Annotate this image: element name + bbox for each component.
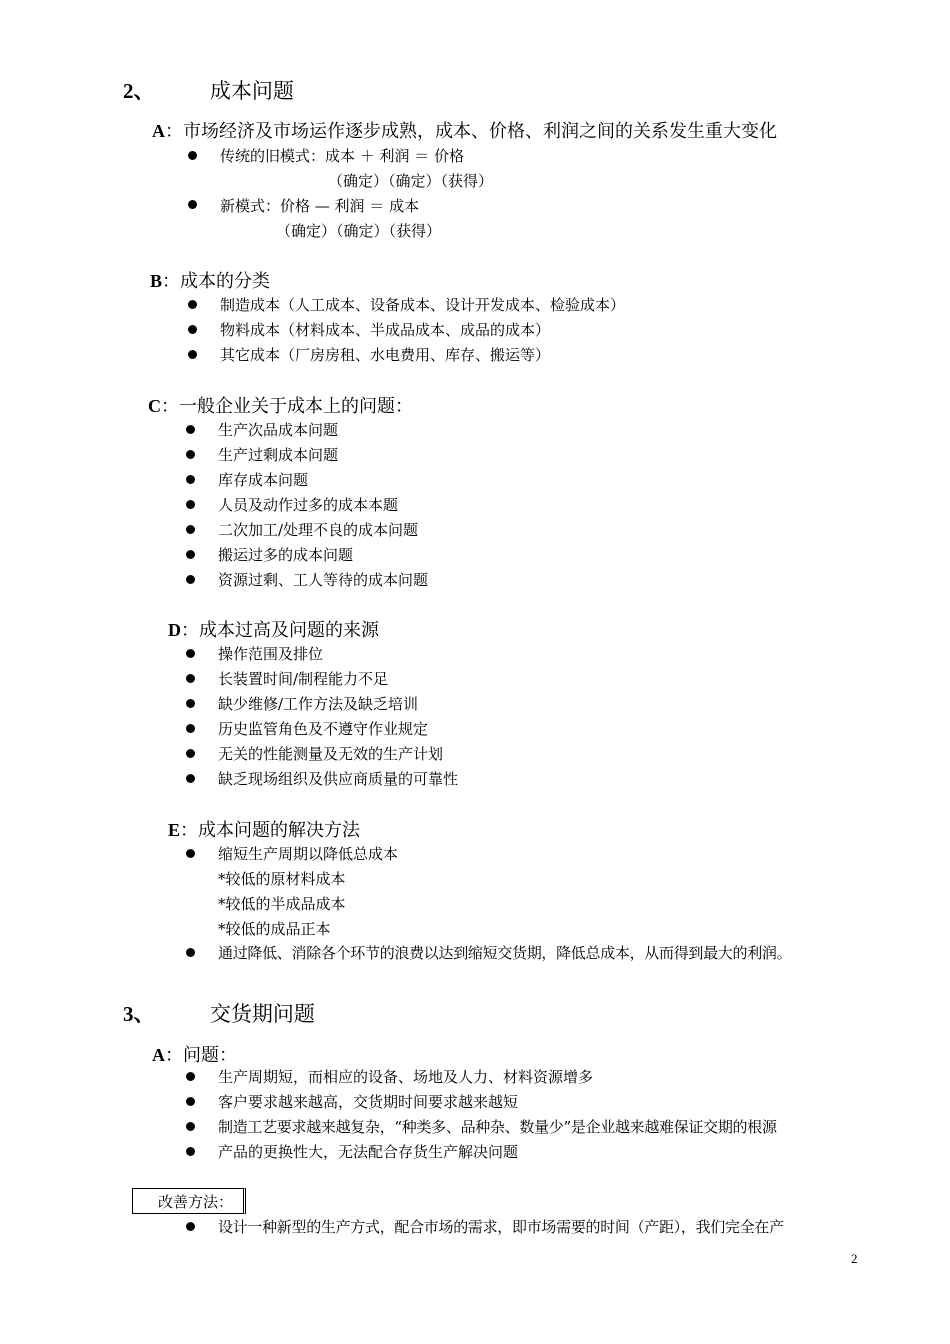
list-item: 缺少维修/工作方法及缺乏培训 xyxy=(218,695,419,713)
list-item: 设计一种新型的生产方式，配合市场的需求，即市场需要的时间（产距），我们完全在产 xyxy=(218,1218,784,1236)
subsection-letter: D xyxy=(168,620,181,640)
subsection-text: ：成本的分类 xyxy=(162,271,271,292)
bullet-icon xyxy=(186,849,195,858)
sub-list-item: *较低的半成品成本 xyxy=(218,895,346,913)
sub-list-item: *较低的原材料成本 xyxy=(218,870,346,888)
subsection-text: ：问题： xyxy=(165,1045,237,1066)
subsection-letter: B xyxy=(150,271,163,291)
list-item: 库存成本问题 xyxy=(218,471,309,489)
subsection-letter: C xyxy=(148,396,161,416)
list-item: 二次加工/处理不良的成本问题 xyxy=(218,521,419,539)
list-item: 通过降低、消除各个环节的浪费以达到缩短交货期，降低总成本，从而得到最大的利润。 xyxy=(218,944,792,962)
list-item: 物料成本（材料成本、半成品成本、成品的成本） xyxy=(220,321,551,339)
bullet-icon xyxy=(186,1222,195,1231)
bullet-icon xyxy=(186,575,195,584)
section-2-number: 2、 xyxy=(123,79,155,103)
bullet-icon xyxy=(186,550,195,559)
subsection-letter: A xyxy=(152,1045,165,1065)
bullet-icon xyxy=(186,425,195,434)
bullet-icon xyxy=(186,948,195,957)
bullet-icon xyxy=(186,774,195,783)
list-item: 制造工艺要求越来越复杂，“种类多、品种杂、数量少”是企业越来越难保证交期的根源 xyxy=(218,1118,777,1136)
subsection-2c-heading xyxy=(148,392,413,418)
list-item: 长装置时间/制程能力不足 xyxy=(218,670,389,688)
bullet-icon xyxy=(186,525,195,534)
subsection-text: ：市场经济及市场运作逐步成熟，成本、价格、利润之间的关系发生重大变化 xyxy=(165,121,777,142)
list-item: 生产周期短，而相应的设备、场地及人力、材料资源增多 xyxy=(218,1068,594,1086)
bullet-icon xyxy=(186,699,195,708)
section-3-title: 交货期问题 xyxy=(209,1002,315,1026)
subsection-text: ：成本问题的解决方法 xyxy=(180,820,361,841)
bullet-icon xyxy=(186,724,195,733)
section-2-heading xyxy=(123,75,294,105)
bullet-icon xyxy=(186,1147,195,1156)
bullet-icon xyxy=(188,151,197,160)
section-3-heading xyxy=(123,998,315,1028)
section-2-title: 成本问题 xyxy=(209,79,294,103)
bullet-icon xyxy=(186,450,195,459)
list-item: 资源过剩、工人等待的成本问题 xyxy=(218,571,429,589)
list-item: 制造成本（人工成本、设备成本、设计开发成本、检验成本） xyxy=(220,296,626,314)
bullet-icon xyxy=(188,200,197,209)
bullet-icon xyxy=(188,300,197,309)
old-model-note: （确定）（确定）（获得） xyxy=(328,172,494,190)
list-item: 客户要求越来越高，交货期时间要求越来越短 xyxy=(218,1093,519,1111)
subsection-3a-heading xyxy=(152,1041,237,1067)
list-item: 缩短生产周期以降低总成本 xyxy=(218,845,399,863)
list-item: 其它成本（厂房房租、水电费用、库存、搬运等） xyxy=(220,346,551,364)
new-model-note: （确定）（确定）（获得） xyxy=(276,222,442,240)
bullet-icon xyxy=(186,1072,195,1081)
list-item: 人员及动作过多的成本本题 xyxy=(218,496,399,514)
bullet-icon xyxy=(186,475,195,484)
bullet-icon xyxy=(186,749,195,758)
sub-list-item: *较低的成品正本 xyxy=(218,920,331,938)
list-item: 生产过剩成本问题 xyxy=(218,446,339,464)
bullet-icon xyxy=(186,1122,195,1131)
bullet-icon xyxy=(188,325,197,334)
subsection-text: ：成本过高及问题的来源 xyxy=(181,620,379,641)
subsection-2a-heading xyxy=(152,117,777,143)
list-item: 操作范围及排位 xyxy=(218,645,324,663)
subsection-2e-heading xyxy=(168,816,360,842)
subsection-text: ：一般企业关于成本上的问题： xyxy=(161,396,413,417)
bullet-icon xyxy=(186,500,195,509)
list-item: 搬运过多的成本问题 xyxy=(218,546,354,564)
list-item: 缺乏现场组织及供应商质量的可靠性 xyxy=(218,770,459,788)
bullet-icon xyxy=(186,649,195,658)
bullet-icon xyxy=(186,674,195,683)
page-number: 2 xyxy=(851,1251,858,1266)
list-item: 无关的性能测量及无效的生产计划 xyxy=(218,745,444,763)
list-item: 生产次品成本问题 xyxy=(218,421,339,439)
improve-method-label: 改善方法： xyxy=(158,1193,234,1211)
subsection-2b-heading xyxy=(150,267,270,293)
list-item: 产品的更换性大，无法配合存货生产解决问题 xyxy=(218,1143,519,1161)
subsection-letter: A xyxy=(152,121,165,141)
bullet-icon xyxy=(186,1097,195,1106)
subsection-2d-heading xyxy=(168,616,379,642)
bullet-icon xyxy=(188,350,197,359)
subsection-letter: E xyxy=(168,820,181,840)
list-item: 历史监管角色及不遵守作业规定 xyxy=(218,720,429,738)
old-model-formula: 传统的旧模式：成本 ＋ 利润 ＝ 价格 xyxy=(220,147,465,165)
section-3-number: 3、 xyxy=(123,1002,155,1026)
new-model-formula: 新模式：价格 — 利润 ＝ 成本 xyxy=(220,197,420,215)
